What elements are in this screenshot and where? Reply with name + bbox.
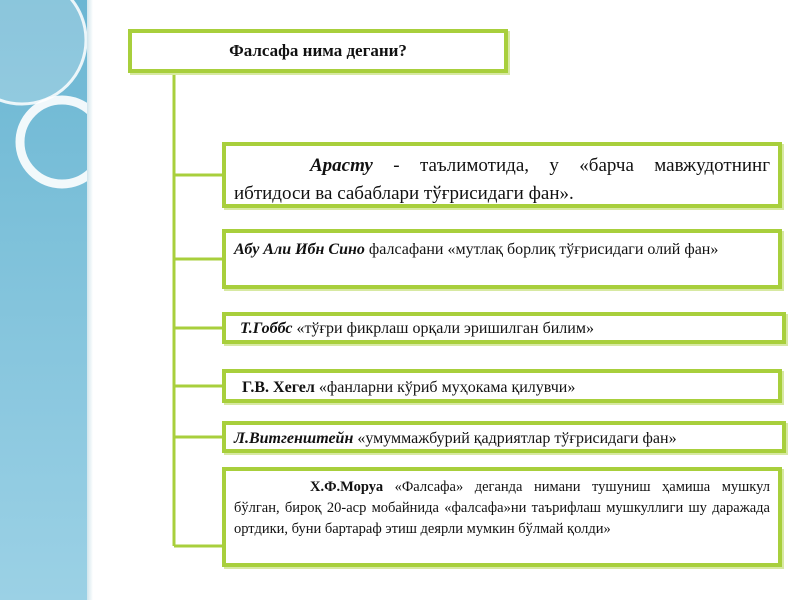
definition-box-wittgenstein xyxy=(222,421,786,453)
definition-author: Арасту xyxy=(310,155,373,176)
definition-box-maurois xyxy=(222,467,782,567)
definition-text xyxy=(234,238,770,262)
definition-text xyxy=(234,152,770,208)
definition-quote: фалсафани «мутлақ борлиқ тўғрисидаги олий фан» xyxy=(364,241,719,258)
definition-author: Т.Гоббс xyxy=(240,320,293,337)
definition-author: Абу Али Ибн Сино xyxy=(234,241,365,258)
decorative-circle-large xyxy=(0,0,86,104)
definition-quote: - таълимотида, у «барча мавжудотнинг ибтидоси ва сабаблари тўғрисидаги фан». xyxy=(234,155,770,204)
definition-author: Л.Витгенштейн xyxy=(234,430,354,447)
decorative-circles xyxy=(0,0,87,600)
decorative-sidebar xyxy=(0,0,87,600)
definition-author: Х.Ф.Моруа xyxy=(310,479,384,495)
definition-text xyxy=(234,477,770,540)
definition-text xyxy=(242,377,770,399)
title-box xyxy=(128,29,508,73)
decorative-ring-medium xyxy=(20,100,87,184)
diagram-title: Фалсафа нима дегани? xyxy=(229,41,407,60)
sidebar-shadow xyxy=(87,0,93,600)
definition-author: Г.В. Хегел xyxy=(242,379,315,396)
definition-text xyxy=(240,318,774,340)
definition-box-aristotle xyxy=(222,142,782,208)
definition-quote: «фанларни кўриб муҳокама қилувчи» xyxy=(314,379,576,396)
definition-quote: «тўғри фикрлаш орқали эришилган билим» xyxy=(292,320,594,337)
definition-text xyxy=(234,428,778,450)
definition-quote: «умуммажбурий қадриятлар тўғрисидаги фан» xyxy=(353,430,677,447)
definition-box-hegel xyxy=(222,369,782,403)
definition-box-hobbes xyxy=(222,312,786,344)
definition-quote: «Фалсафа» деганда нимани тушуниш ҳамиша мушкул бўлган, бироқ 20-аср мобайнида «фалсафа»ни таърифлаш мушкуллиги шу даражада ортдики, буни бартараф этиш деярли мумкин бўлмай қолди» xyxy=(234,479,770,537)
definition-box-ibn-sino xyxy=(222,229,782,289)
